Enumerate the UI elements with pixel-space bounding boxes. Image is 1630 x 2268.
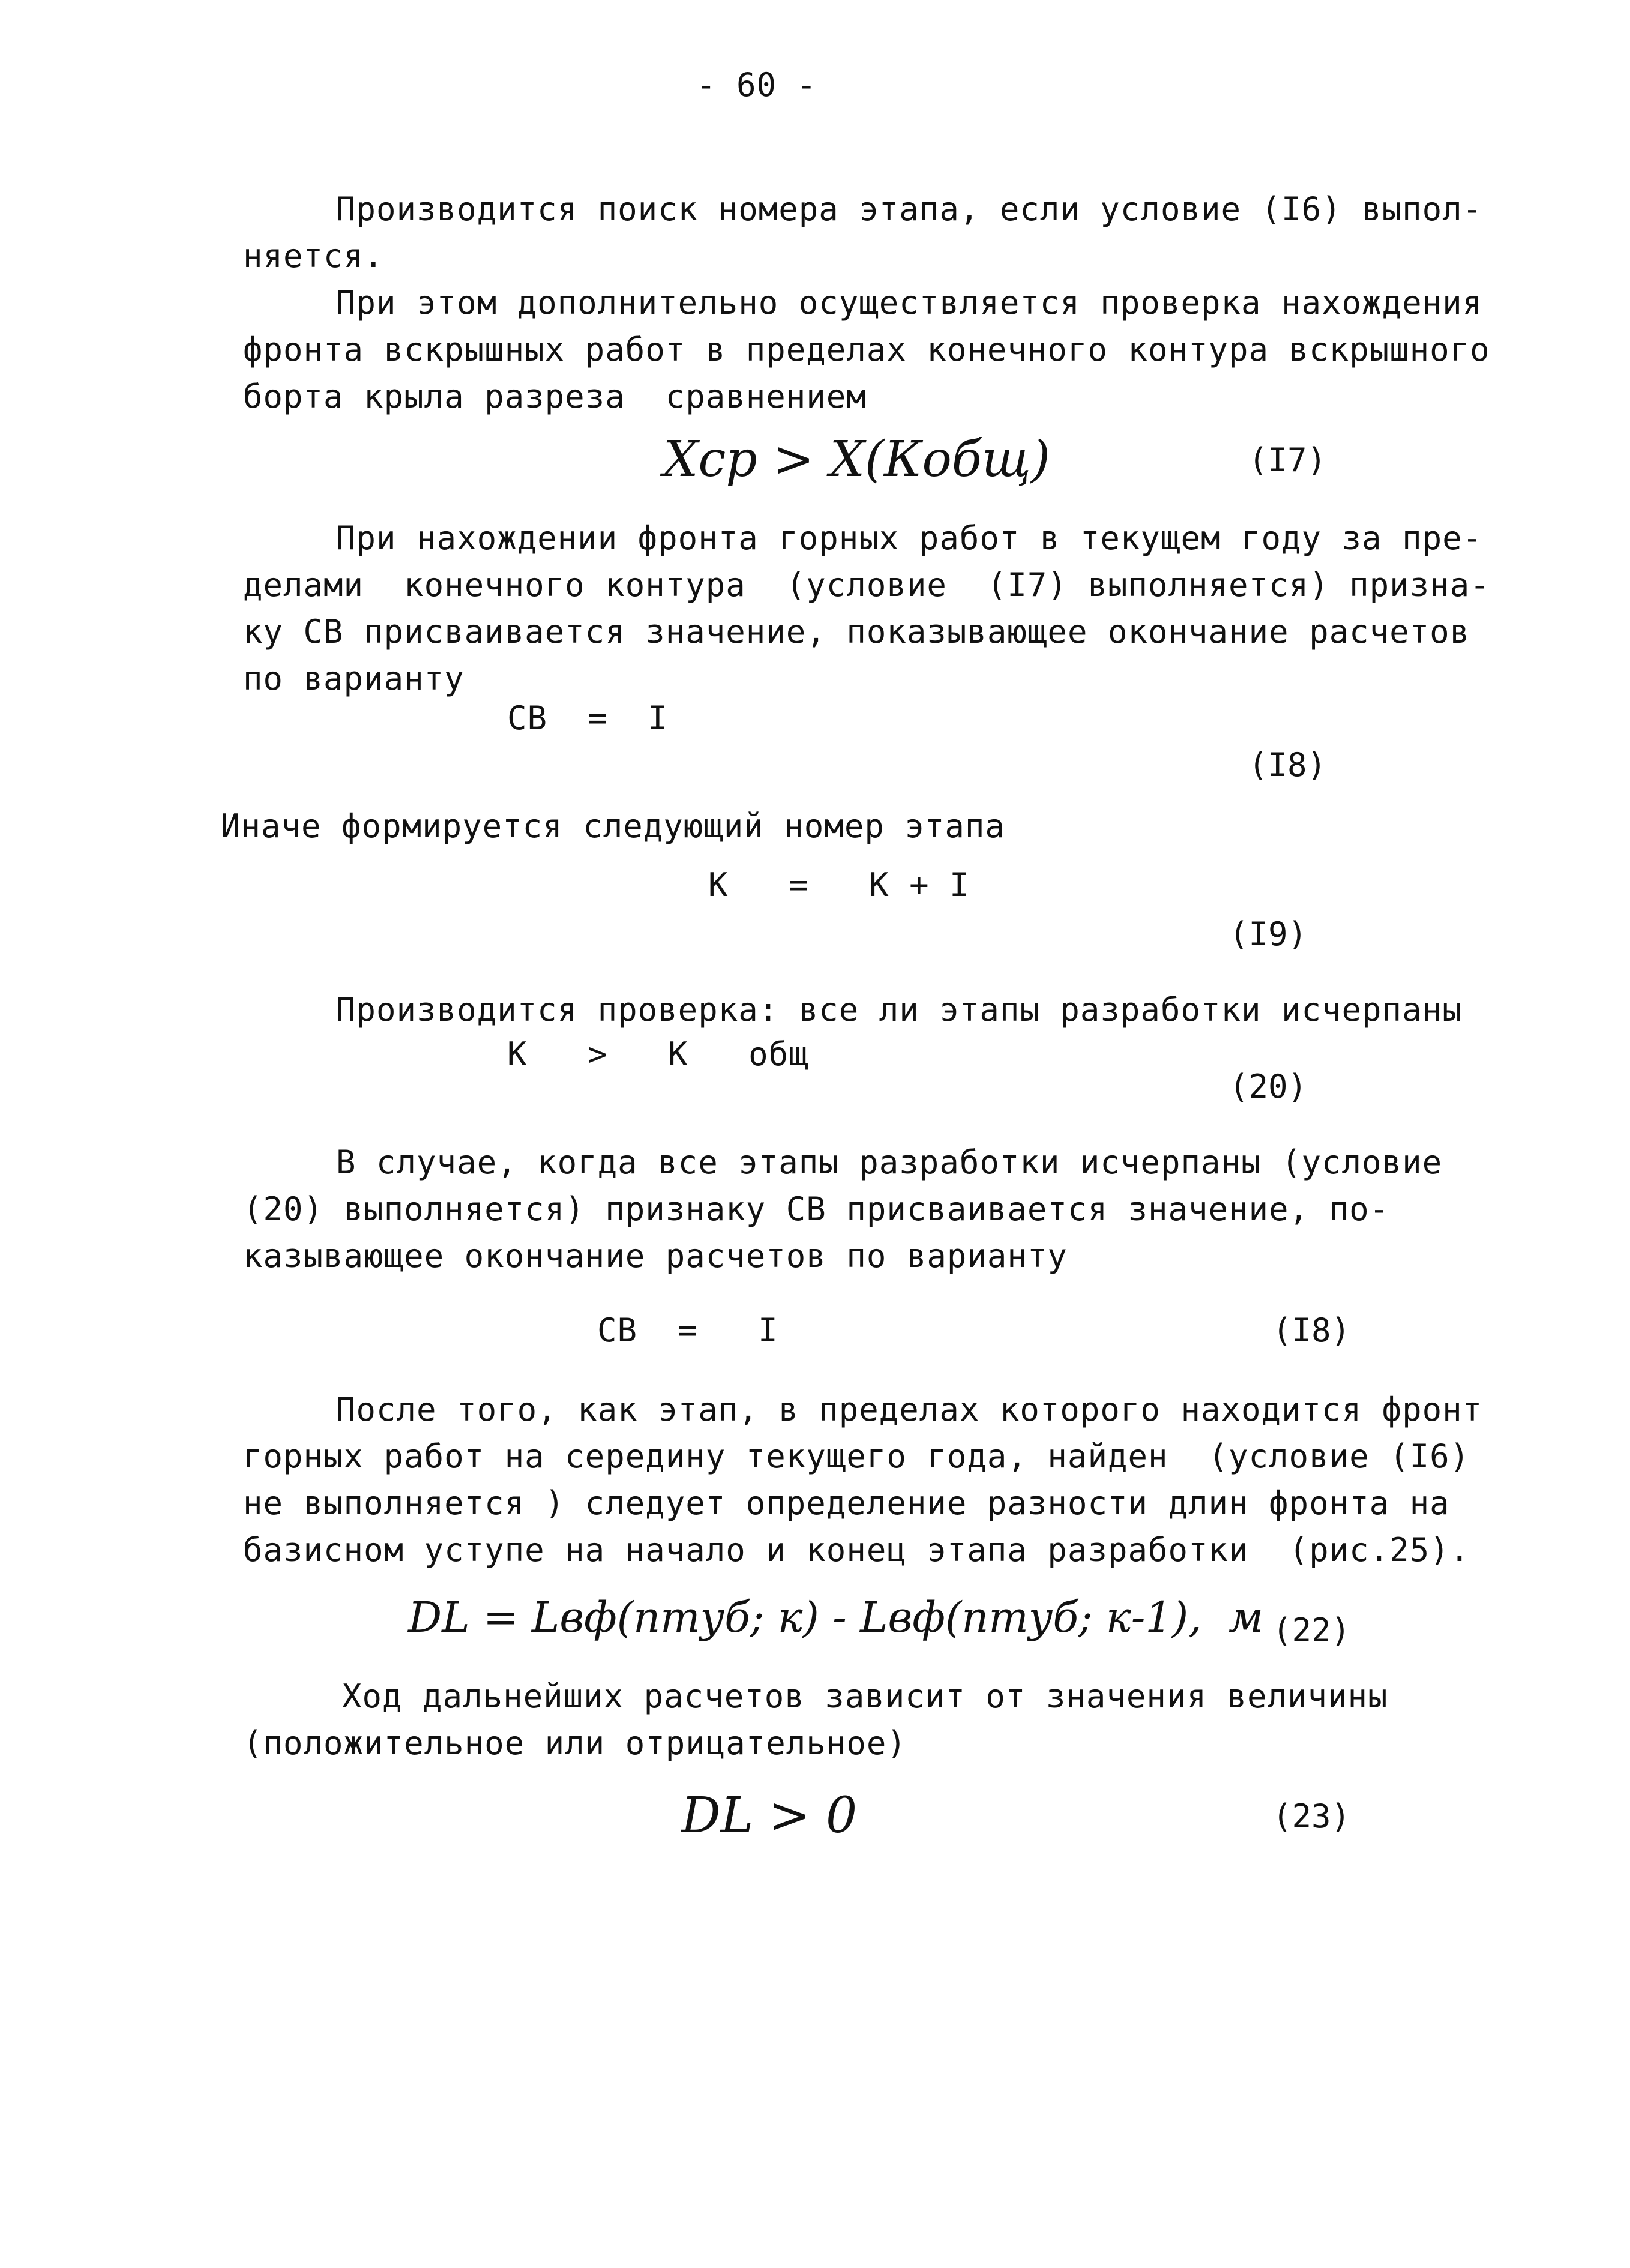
equation-17-number: (I7) [1248, 441, 1327, 479]
p6-line-3: казывающее окончание расчетов по варианту [243, 1237, 1068, 1275]
p2-line-2: фронта вскрышных работ в пределах конечного контура вскрышного [243, 331, 1490, 368]
equation-18a-number: (I8) [1248, 746, 1327, 784]
equation-20-number: (20) [1229, 1068, 1308, 1105]
equation-19-number: (I9) [1229, 915, 1308, 953]
p7-line-4: базисном уступе на начало и конец этапа разработки (рис.25). [243, 1531, 1470, 1569]
p8-line-1: Ход дальнейших расчетов зависит от значения величины [342, 1677, 1388, 1715]
equation-22-number: (22) [1272, 1611, 1351, 1649]
equation-18b-number: (I8) [1272, 1311, 1351, 1349]
equation-23-number: (23) [1272, 1797, 1351, 1835]
p2-line-3: борта крыла разреза сравнением [243, 377, 867, 415]
p7-line-3: не выполняется ) следует определение разности длин фронта на [243, 1484, 1450, 1522]
p3-line-3: ку СВ присваивается значение, показывающее окончание расчетов [243, 613, 1470, 651]
p8-line-2: (положительное или отрицательное) [243, 1724, 907, 1762]
p1-line-1: Производится поиск номера этапа, если условие (I6) выпол- [336, 190, 1483, 228]
equation-23: DL > 0 [681, 1787, 858, 1844]
p3-line-2: делами конечного контура (условие (I7) выполняется) призна- [243, 566, 1490, 604]
equation-20: К > К общ [507, 1035, 809, 1073]
equation-18a: СВ = I [507, 699, 669, 737]
equation-17: Xср > X(Кобщ) [663, 431, 1050, 488]
p3-line-4: по варианту [243, 660, 465, 697]
equation-18b: СВ = I [597, 1311, 778, 1349]
p6-line-2: (20) выполняется) признаку СВ присваивается значение, по- [243, 1190, 1390, 1228]
p1-line-2: няется. [243, 237, 384, 275]
p5-line-1: Производится проверка: все ли этапы разработки исчерпаны [336, 991, 1463, 1029]
equation-22: DL = Lвф(nmуб; к) - Lвф(nmуб; к-1), м [408, 1593, 1264, 1642]
p4-line-1: Иначе формируется следующий номер этапа [221, 807, 1005, 845]
p6-line-1: В случае, когда все этапы разработки исчерпаны (условие [336, 1143, 1443, 1181]
page-number: - 60 - [696, 66, 817, 104]
equation-19: К = К + I [708, 866, 970, 904]
p7-line-2: горных работ на середину текущего года, найден (условие (I6) [243, 1437, 1470, 1475]
p2-line-1: При этом дополнительно осуществляется проверка нахождения [336, 284, 1483, 322]
p7-line-1: После того, как этап, в пределах которого находится фронт [336, 1391, 1483, 1428]
p3-line-1: При нахождении фронта горных работ в текущем году за пре- [336, 519, 1483, 557]
